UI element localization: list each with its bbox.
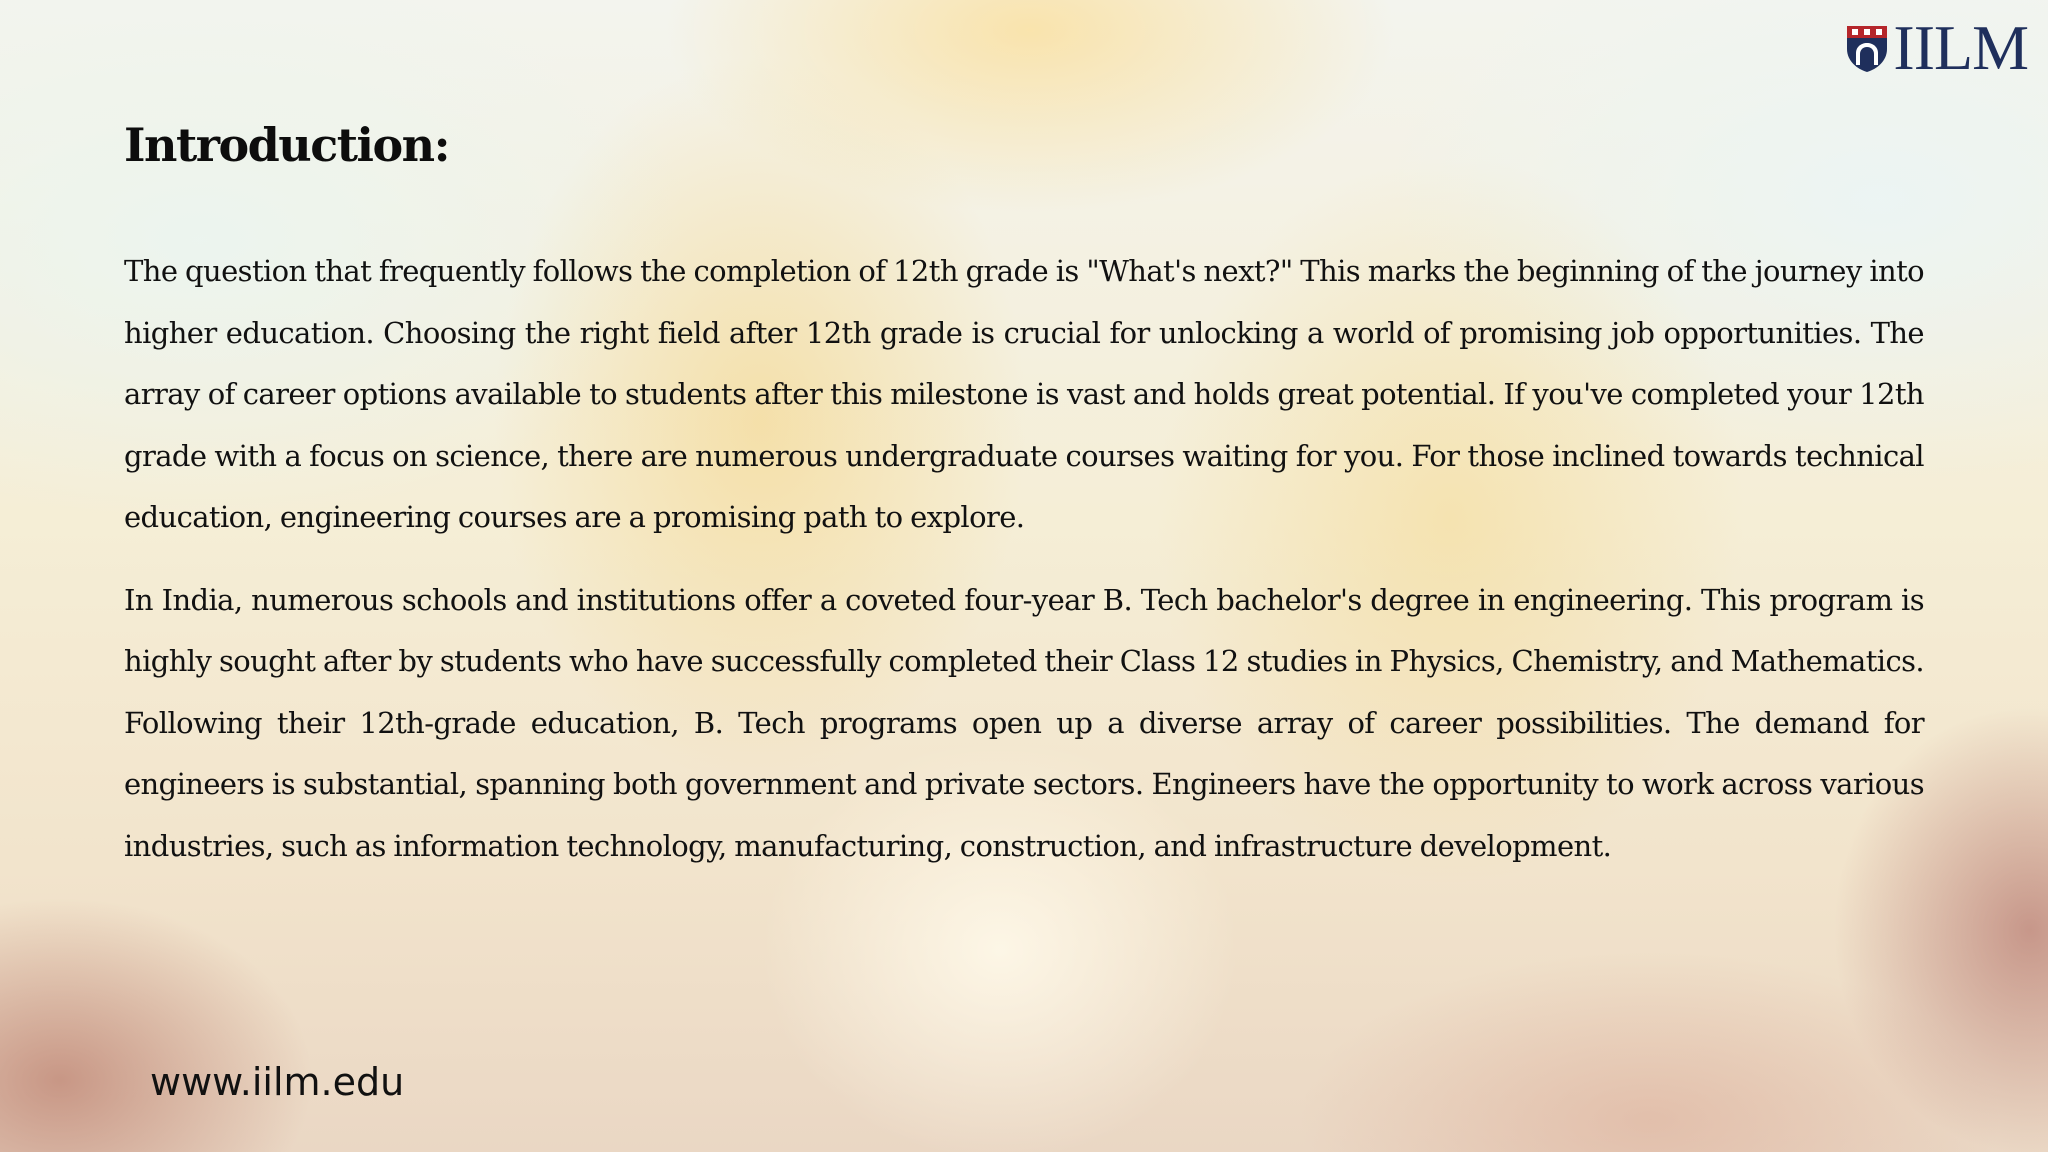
shield-crest-icon xyxy=(1845,23,1889,73)
footer-website-url: www.iilm.edu xyxy=(150,1060,405,1104)
slide-body xyxy=(124,241,1924,877)
iilm-logo xyxy=(1845,12,2028,83)
logo-wordmark: IILM xyxy=(1893,12,2028,83)
slide-title: Introduction: xyxy=(124,118,450,172)
intro-paragraph-1: The question that frequently follows the completion of 12th grade is "What's next?" This marks the beginning of the journey into higher education. Choosing the right field after 12th grade is crucial for unlocking a world of promising job opportunities. The array of career options available to students after this milestone is vast and holds great potential. If you've completed your 12th grade with a focus on science, there are numerous undergraduate courses waiting for you. For those inclined towards technical education, engineering courses are a promising path to explore. xyxy=(124,254,1924,534)
intro-paragraph-2: In India, numerous schools and institutions offer a coveted four-year B. Tech bachelor's degree in engineering. This program is highly sought after by students who have successfully completed their Class 12 studies in Physics, Chemistry, and Mathematics. Following their 12th-grade education, B. Tech programs open up a diverse array of career possibilities. The demand for engineers is substantial, spanning both government and private sectors. Engineers have the opportunity to work across various industries, such as information technology, manufacturing, construction, and infrastructure development. xyxy=(124,582,1924,863)
